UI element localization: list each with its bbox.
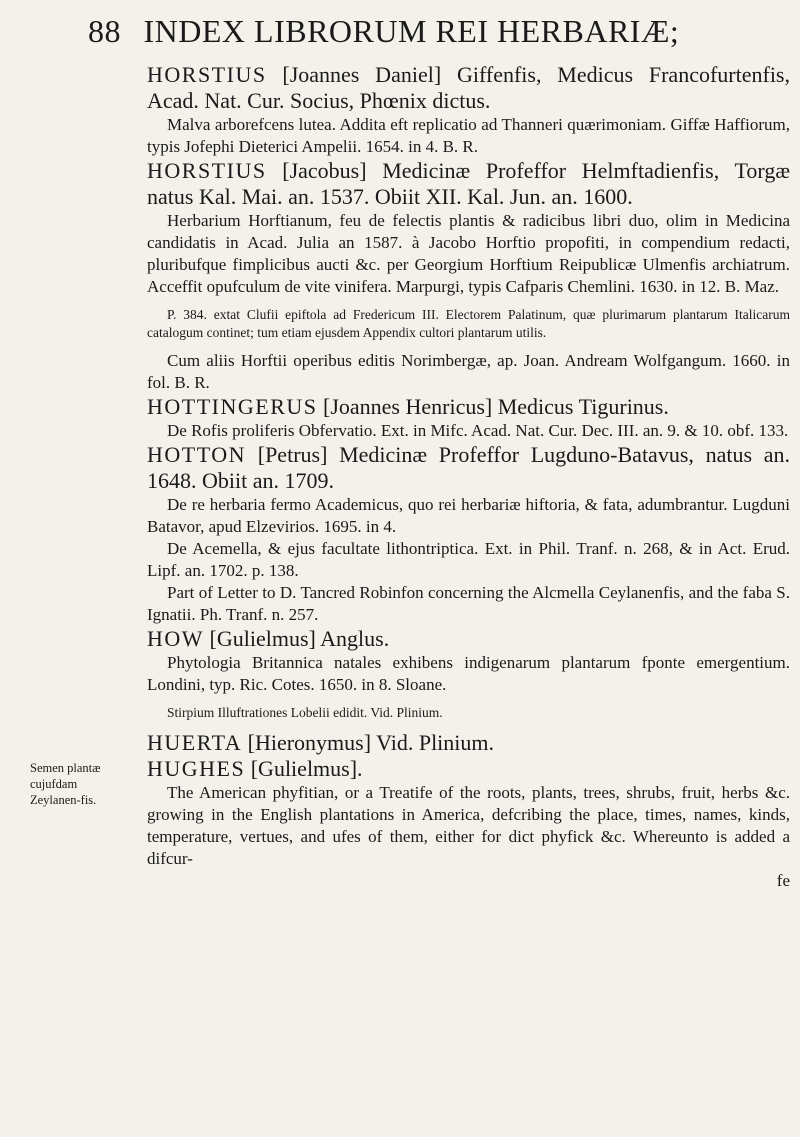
entry-heading xyxy=(147,730,790,756)
margin-note: Semen plantæ cujufdam Zeylanen-fis. xyxy=(30,761,101,807)
author-name: HORSTIUS xyxy=(147,158,267,183)
author-name: HORSTIUS xyxy=(147,62,267,87)
book-entry: Part of Letter to D. Tancred Robinfon concerning the Alcmella Ceylanenfis, and the faba S. Ignatii. Ph. Tranf. n. 257. xyxy=(147,583,790,624)
author-description: [Joannes Henricus] Medicus Tigurinus. xyxy=(323,394,669,419)
entry-heading xyxy=(147,394,790,420)
index-body xyxy=(147,62,790,892)
author-name: HUERTA xyxy=(147,730,243,755)
book-entry: De Rofis proliferis Obfervatio. Ext. in Mifc. Acad. Nat. Cur. Dec. III. an. 9. & 10. obf. 133. xyxy=(167,421,789,440)
book-entry: Cum aliis Horftii operibus editis Norimbergæ, ap. Joan. Andream Wolfgangum. 1660. in fol. B. R. xyxy=(147,351,790,392)
page-title: INDEX LIBRORUM REI HERBARIÆ; xyxy=(143,13,680,49)
entry-heading xyxy=(147,158,790,210)
author-description: [Gulielmus]. xyxy=(250,756,363,781)
author-name: HOTTON xyxy=(147,442,247,467)
book-note: Stirpium Illuftrationes Lobelii edidit. Vid. Plinium. xyxy=(167,705,443,720)
author-name: HOTTINGERUS xyxy=(147,394,318,419)
author-description: [Jacobus] Medicinæ Profeffor Helmftadienfis, Torgæ natus Kal. Mai. an. 1537. Obiit XII. Kal. Jun. an. 1600. xyxy=(147,158,791,209)
author-description: [Joannes Daniel] Giffenfis, Medicus Francofurtenfis, Acad. Nat. Cur. Socius, Phœnix dictus. xyxy=(147,62,790,113)
author-description: [Gulielmus] Anglus. xyxy=(209,626,390,651)
entry-heading xyxy=(147,626,790,652)
book-entry: Herbarium Horftianum, feu de felectis plantis & radicibus libri duo, olim in Medicina candidatis in Acad. Julia an 1587. à Jacobo Horftio propofiti, in compendium redacti, pluribufque fimplicibus aucti &c. per Georgium Horftium Reipublicæ Ulmenfis archiatrum. Acceffit opufculum de vite vinifera. Marpurgi, typis Cafparis Chemlini. 1630. in 12. B. Maz. xyxy=(147,211,790,296)
book-entry: The American phyfitian, or a Treatife of the roots, plants, trees, shrubs, fruit, herbs &c. growing in the English plantations in America, defcribing the place, times, names, kinds, temperature, vertues, and ufes of them, either for dict phyfick &c. Whereunto is added a difcur- xyxy=(147,783,790,868)
entry-heading xyxy=(147,756,790,782)
catchword: fe xyxy=(776,871,790,890)
book-note: P. 384. extat Clufii epiftola ad Fredericum III. Electorem Palatinum, quæ plurimarum plantarum Italicarum catalogum continet; tum etiam ejusdem Appendix cultori plantarum utilis. xyxy=(147,307,790,340)
book-entry: Phytologia Britannica natales exhibens indigenarum plantarum fponte emergentium. Londini, typ. Ric. Cotes. 1650. in 8. Sloane. xyxy=(147,653,790,694)
entry-heading xyxy=(147,62,790,114)
author-description: [Petrus] Medicinæ Profeffor Lugduno-Batavus, natus an. 1648. Obiit an. 1709. xyxy=(147,442,790,493)
book-entry: Malva arborefcens lutea. Addita eft replicatio ad Thanneri quærimoniam. Giffæ Haffiorum, typis Jofephi Dieterici Ampelii. 1654. in 4. B. R. xyxy=(147,115,790,156)
author-name: HOW xyxy=(147,626,205,651)
author-name: HUGHES xyxy=(147,756,246,781)
book-entry: De re herbaria fermo Academicus, quo rei herbariæ hiftoria, & fata, adumbrantur. Lugduni Batavor, apud Elzevirios. 1695. in 4. xyxy=(147,495,790,536)
entry-heading xyxy=(147,442,790,494)
page-number: 88 xyxy=(88,13,121,49)
book-entry: De Acemella, & ejus facultate lithontriptica. Ext. in Phil. Tranf. n. 268, & in Act. Erud. Lipf. an. 1702. p. 138. xyxy=(147,539,790,580)
running-header xyxy=(88,8,768,54)
author-description: [Hieronymus] Vid. Plinium. xyxy=(247,730,495,755)
